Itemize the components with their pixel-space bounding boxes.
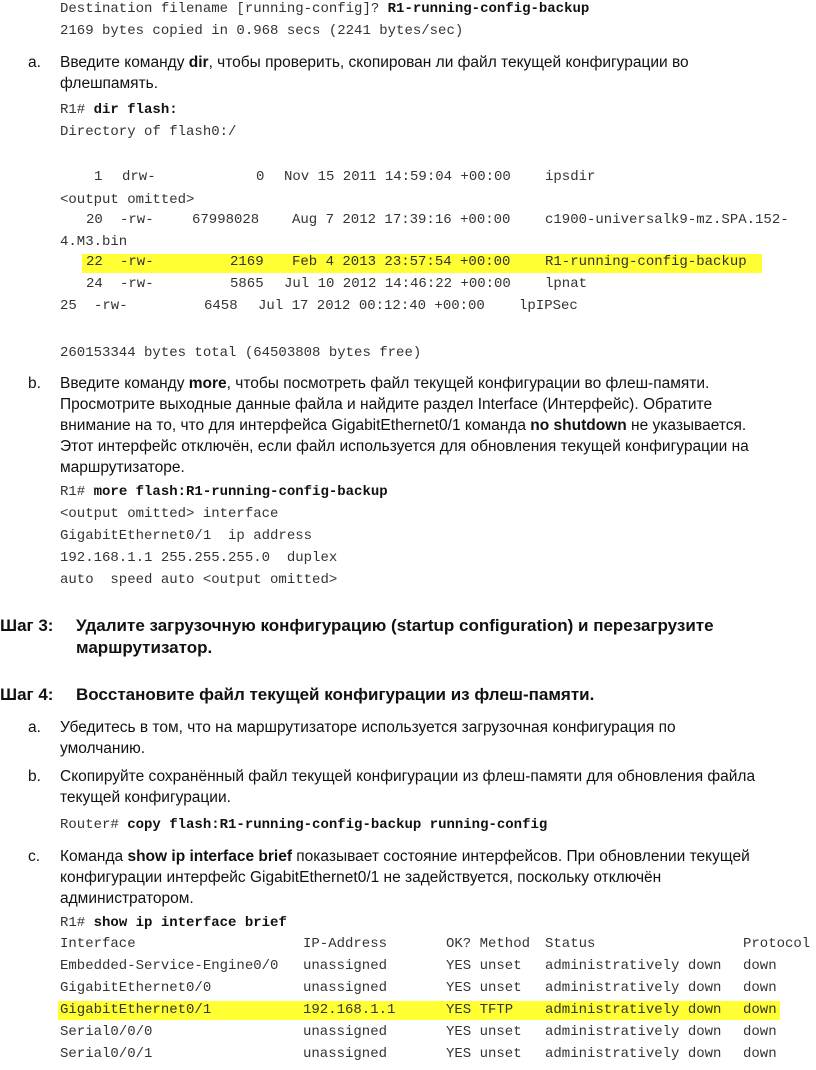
destination-filename-line	[60, 0, 589, 18]
row-interface: GigabitEthernet0/0	[60, 980, 212, 996]
dir-row-20	[0, 212, 816, 230]
item-b1-l1-post: , чтобы посмотреть файл текущей конфигурации во флеш-памяти.	[226, 375, 710, 392]
copy-command: copy flash:R1-running-config-backup running-config	[127, 817, 548, 833]
item-a1-pre: Введите команду	[60, 54, 189, 71]
step-4-label: Шаг 4:	[0, 685, 54, 704]
dir-row-20-perm: -rw-	[120, 212, 154, 228]
row-status: administratively down	[545, 1024, 722, 1040]
item-b1-l2: Просмотрите выходные данные файла и найдите раздел Interface (Интерфейс). Обратите	[60, 396, 713, 413]
dir-row-22-perm: -rw-	[120, 254, 154, 270]
row-ip-address: unassigned	[303, 958, 388, 974]
more-line-2: GigabitEthernet0/1 ip address	[60, 528, 313, 544]
item-b2-l1: Скопируйте сохранённый файл текущей конфигурации из флеш-памяти для обновления файла	[60, 768, 756, 785]
item-c-l2: конфигурации интерфейс GigabitEthernet0/1 не задействуется, поскольку отключён	[60, 869, 662, 886]
row-protocol: down	[743, 1046, 777, 1062]
row-ip-address: unassigned	[303, 1024, 388, 1040]
dir-row-20-index: 20	[86, 212, 103, 228]
row-ip-address: unassigned	[303, 1046, 388, 1062]
item-a1-post: , чтобы проверить, скопирован ли файл текущей конфигурации во	[208, 54, 689, 71]
showip-command: show ip interface brief	[93, 915, 287, 931]
dir-row-24-perm: -rw-	[120, 276, 154, 292]
item-c-text	[60, 846, 812, 909]
directory-line: Directory of flash0:/	[60, 124, 237, 140]
dir-prompt: R1#	[60, 102, 94, 118]
dir-row-24-index: 24	[86, 276, 103, 292]
dir-row-24	[0, 276, 816, 294]
item-b1-l3-post: не указывается.	[626, 417, 747, 434]
row-interface: GigabitEthernet0/1	[60, 1002, 212, 1018]
item-a2-l2: умолчанию.	[60, 740, 146, 757]
dir-command: dir flash:	[93, 102, 178, 118]
row-status: administratively down	[545, 958, 722, 974]
item-a1-marker: a.	[28, 54, 41, 71]
row-ok-method: YES TFTP	[446, 1002, 514, 1018]
showip-header	[0, 936, 816, 954]
dir-row-25-date: Jul 17 2012 00:12:40 +00:00	[258, 298, 485, 314]
step-3-label: Шаг 3:	[0, 616, 54, 635]
row-protocol: down	[743, 1024, 777, 1040]
item-b1-l3-pre: внимание на то, что для интерфейса GigabitEthernet0/1 команда	[60, 417, 531, 434]
dir-row-20-date: Aug 7 2012 17:39:16 +00:00	[292, 212, 511, 228]
table-row	[0, 1046, 816, 1064]
dir-row-24-name: lpnat	[545, 276, 588, 292]
item-b2-marker: b.	[28, 768, 41, 785]
showip-command-line	[60, 914, 287, 932]
step-3-title-line2: маршрутизатор.	[76, 638, 213, 657]
more-prompt: R1#	[60, 484, 94, 500]
row-protocol: down	[743, 1002, 777, 1018]
row-ok-method: YES unset	[446, 1024, 522, 1040]
dir-row-22-size: 2169	[230, 254, 264, 270]
dir-row-1-size: 0	[256, 169, 265, 185]
dir-row-1-date: Nov 15 2011 14:59:04 +00:00	[284, 169, 511, 185]
item-b1-l1-pre: Введите команду	[60, 375, 189, 392]
destination-value: R1-running-config-backup	[387, 1, 590, 17]
copy-command-line	[60, 816, 547, 834]
more-line-4: auto speed auto <output omitted>	[60, 572, 338, 588]
dir-command-line	[60, 101, 178, 119]
dir-row-25-perm: -rw-	[94, 298, 128, 314]
item-c-l1-pre: Команда	[60, 848, 128, 865]
row-status: administratively down	[545, 1002, 722, 1018]
destination-prompt: Destination filename [running-config]?	[60, 1, 388, 17]
dir-row-25-name: lpIPSec	[519, 298, 578, 314]
more-command-line	[60, 483, 388, 501]
dir-row-20-name-cont: 4.M3.bin	[60, 234, 128, 250]
header-status: Status	[545, 936, 596, 952]
table-row	[0, 1024, 816, 1042]
item-a1-cmd: dir	[188, 54, 209, 71]
row-ip-address: 192.168.1.1	[303, 1002, 396, 1018]
more-line-3: 192.168.1.1 255.255.255.0 duplex	[60, 550, 338, 566]
row-ok-method: YES unset	[446, 1046, 522, 1062]
dir-row-24-date: Jul 10 2012 14:46:22 +00:00	[284, 276, 511, 292]
dir-row-22	[0, 254, 816, 272]
row-interface: Serial0/0/1	[60, 1046, 153, 1062]
item-b2-text	[60, 766, 812, 808]
row-protocol: down	[743, 980, 777, 996]
item-b1-l5: маршрутизаторе.	[60, 459, 185, 476]
header-protocol: Protocol	[743, 936, 811, 952]
dir-row-24-size: 5865	[230, 276, 264, 292]
item-c-l1-cmd: show ip interface brief	[127, 848, 292, 865]
step-3-title-line1: Удалите загрузочную конфигурацию (startup configuration) и перезагрузите	[76, 616, 714, 635]
dir-row-25-size: 6458	[204, 298, 238, 314]
item-a2-l1: Убедитесь в том, что на маршрутизаторе используется загрузочная конфигурация по	[60, 719, 676, 736]
row-interface: Embedded-Service-Engine0/0	[60, 958, 279, 974]
dir-row-22-name: R1-running-config-backup	[545, 254, 747, 270]
more-command: more flash:R1-running-config-backup	[93, 484, 388, 500]
dir-row-22-date: Feb 4 2013 23:57:54 +00:00	[292, 254, 511, 270]
showip-prompt: R1#	[60, 915, 94, 931]
row-ok-method: YES unset	[446, 980, 522, 996]
dir-row-25-index: 25	[60, 298, 77, 314]
item-b1-text	[60, 373, 810, 478]
item-b1-l4: Этот интерфейс отключён, если файл используется для обновления текущей конфигурации на	[60, 438, 749, 455]
item-b2-l2: текущей конфигурации.	[60, 789, 231, 806]
dir-row-22-index: 22	[86, 254, 103, 270]
table-row	[0, 980, 816, 998]
row-status: administratively down	[545, 1046, 722, 1062]
table-row	[0, 1002, 816, 1020]
copy-prompt: Router#	[60, 817, 128, 833]
item-b1-marker: b.	[28, 375, 41, 392]
dir-row-1-index: 1	[94, 169, 103, 185]
header-interface: Interface	[60, 936, 136, 952]
dir-output-omitted: <output omitted>	[60, 192, 195, 208]
item-c-marker: c.	[28, 848, 41, 865]
item-c-l3: администратором.	[60, 890, 194, 907]
header-ip-address: IP-Address	[303, 936, 388, 952]
bytes-copied-line: 2169 bytes copied in 0.968 secs (2241 bytes/sec)	[60, 23, 464, 39]
more-line-1: <output omitted> interface	[60, 506, 279, 522]
step-4-title: Восстановите файл текущей конфигурации из флеш-памяти.	[76, 685, 595, 704]
item-a1-line2: флешпамять.	[60, 75, 159, 92]
dir-total-line: 260153344 bytes total (64503808 bytes free)	[60, 345, 422, 361]
dir-row-1	[0, 169, 816, 187]
table-row	[0, 958, 816, 976]
step-3-title	[76, 615, 811, 659]
dir-row-20-size: 67998028	[192, 212, 260, 228]
row-ip-address: unassigned	[303, 980, 388, 996]
item-b1-l1-cmd: more	[188, 375, 227, 392]
row-protocol: down	[743, 958, 777, 974]
item-a2-marker: a.	[28, 719, 41, 736]
item-a1-text	[60, 52, 810, 94]
dir-row-1-name: ipsdir	[545, 169, 596, 185]
dir-row-20-name: c1900-universalk9-mz.SPA.152-	[545, 212, 789, 228]
row-ok-method: YES unset	[446, 958, 522, 974]
dir-row-25	[0, 298, 816, 316]
row-status: administratively down	[545, 980, 722, 996]
row-interface: Serial0/0/0	[60, 1024, 153, 1040]
item-a2-text	[60, 717, 810, 759]
dir-row-1-perm: drw-	[122, 169, 156, 185]
item-b1-l3-cmd: no shutdown	[530, 417, 627, 434]
item-c-l1-post: показывает состояние интерфейсов. При обновлении текущей	[291, 848, 750, 865]
header-ok-method: OK? Method	[446, 936, 531, 952]
